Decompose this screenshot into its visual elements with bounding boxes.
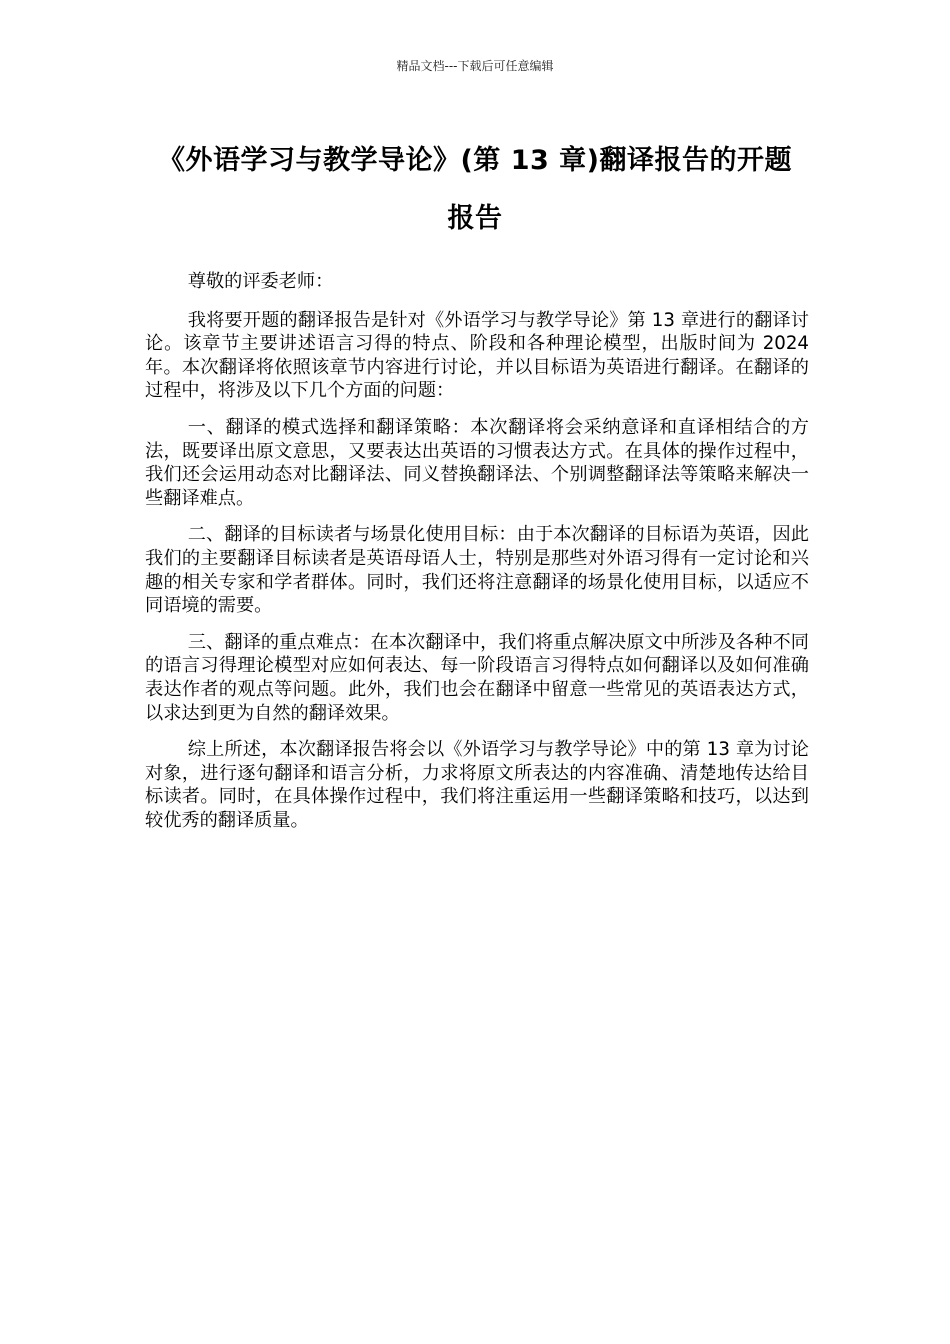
document-body (145, 270, 809, 845)
header-note: 精品文档---下载后可任意编辑 (396, 59, 554, 73)
paragraph-point-three: 三、翻译的重点难点：在本次翻译中，我们将重点解决原文中所涉及各种不同的语言习得理论模型对应如何表达、每一阶段语言习得特点如何翻译以及如何准确表达作者的观点等问题。此外，我们也会在翻译中留意一些常见的英语表达方式，以求达到更为自然的翻译效果。 (145, 631, 809, 724)
paragraph-point-two: 二、翻译的目标读者与场景化使用目标：由于本次翻译的目标语为英语，因此我们的主要翻译目标读者是英语母语人士，特别是那些对外语习得有一定讨论和兴趣的相关专家和学者群体。同时，我们还将注意翻译的场景化使用目标，以适应不同语境的需要。 (145, 524, 809, 617)
salutation: 尊敬的评委老师： (187, 271, 334, 292)
paragraph-conclusion: 综上所述，本次翻译报告将会以《外语学习与教学导论》中的第 13 章为讨论对象，进行逐句翻译和语言分析，力求将原文所表达的内容准确、清楚地传达给目标读者。同时，在具体操作过程中，我们将注重运用一些翻译策略和技巧，以达到较优秀的翻译质量。 (145, 739, 809, 831)
paragraph-intro: 我将要开题的翻译报告是针对《外语学习与教学导论》第 13 章进行的翻译讨论。该章节主要讲述语言习得的特点、阶段和各种理论模型，出版时间为 2024 年。本次翻译将依照该章节内容进行讨论，并以目标语为英语进行翻译。在翻译的过程中，将涉及以下几个方面的问题： (145, 309, 809, 402)
document-title: 《外语学习与教学导论》(第 13 章)翻译报告的开题报告 (157, 145, 793, 234)
paragraph-point-one: 一、翻译的模式选择和翻译策略：本次翻译将会采纳意译和直译相结合的方法，既要译出原文意思，又要表达出英语的习惯表达方式。在具体的操作过程中，我们还会运用动态对比翻译法、同义替换翻译法、个别调整翻译法等策略来解决一些翻译难点。 (145, 416, 809, 509)
